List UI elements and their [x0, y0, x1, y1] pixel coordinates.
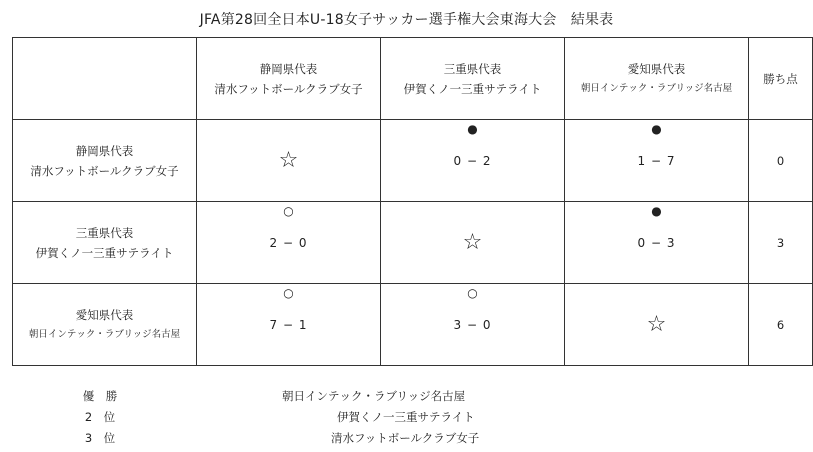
table-row — [13, 202, 813, 284]
row-header-pref: 愛知県代表 — [75, 307, 134, 322]
star-icon: ☆ — [646, 311, 667, 337]
win-circle-icon: ○ — [467, 286, 478, 300]
rank-label: 優 勝 — [82, 389, 118, 403]
row-header-pref: 三重県代表 — [75, 225, 134, 240]
standing-row — [0, 429, 813, 447]
points-value: 3 — [749, 202, 813, 284]
loss-dot-icon: ● — [651, 122, 662, 136]
table-row — [13, 120, 813, 202]
result-cell — [197, 284, 381, 366]
rank-label: 3 位 — [84, 431, 116, 445]
page-title: JFA第28回全日本U-18女子サッカー選手権大会東海大会 結果表 — [199, 12, 614, 28]
standing-row — [0, 408, 813, 426]
corner-cell — [13, 38, 197, 120]
result-cell — [197, 120, 381, 202]
match-score: 2 − 0 — [269, 235, 308, 250]
row-header-team: 朝日インテック・ラブリッジ名古屋 — [28, 328, 181, 340]
rank-team: 伊賀くノ一三重サテライト — [337, 410, 475, 424]
match-score: 3 − 0 — [453, 317, 492, 332]
row-header-team: 清水フットボールクラブ女子 — [30, 163, 179, 178]
standing-row — [0, 387, 813, 405]
row-header-shizuoka — [13, 120, 197, 202]
rank-label: 2 位 — [84, 410, 116, 424]
match-score: 0 − 3 — [637, 235, 676, 250]
win-circle-icon: ○ — [283, 286, 294, 300]
result-cell — [565, 120, 749, 202]
header-row — [13, 38, 813, 120]
table-row — [13, 284, 813, 366]
results-table — [12, 37, 813, 366]
loss-dot-icon: ● — [651, 204, 662, 218]
match-score: 1 − 7 — [637, 153, 676, 168]
star-icon: ☆ — [278, 147, 299, 173]
col-header-pref: 静岡県代表 — [259, 61, 318, 76]
star-icon: ☆ — [462, 229, 483, 255]
result-cell — [381, 120, 565, 202]
row-header-aichi — [13, 284, 197, 366]
points-header: 勝ち点 — [749, 38, 813, 120]
win-circle-icon: ○ — [283, 204, 294, 218]
col-header-shizuoka — [197, 38, 381, 120]
col-header-mie — [381, 38, 565, 120]
col-header-pref: 愛知県代表 — [627, 61, 686, 76]
result-cell — [381, 202, 565, 284]
row-header-mie — [13, 202, 197, 284]
result-cell — [381, 284, 565, 366]
result-cell — [197, 202, 381, 284]
rank-team: 朝日インテック・ラブリッジ名古屋 — [282, 389, 466, 403]
col-header-team: 朝日インテック・ラブリッジ名古屋 — [580, 82, 733, 94]
row-header-pref: 静岡県代表 — [75, 143, 134, 158]
result-cell — [565, 284, 749, 366]
points-value: 6 — [749, 284, 813, 366]
points-value: 0 — [749, 120, 813, 202]
col-header-team: 清水フットボールクラブ女子 — [214, 81, 363, 96]
loss-dot-icon: ● — [467, 122, 478, 136]
result-cell — [565, 202, 749, 284]
col-header-team: 伊賀くノ一三重サテライト — [403, 81, 542, 96]
row-header-team: 伊賀くノ一三重サテライト — [35, 245, 174, 260]
rank-team: 清水フットボールクラブ女子 — [331, 431, 480, 445]
match-score: 0 − 2 — [453, 153, 492, 168]
match-score: 7 − 1 — [269, 317, 308, 332]
col-header-aichi — [565, 38, 749, 120]
col-header-pref: 三重県代表 — [443, 61, 502, 76]
